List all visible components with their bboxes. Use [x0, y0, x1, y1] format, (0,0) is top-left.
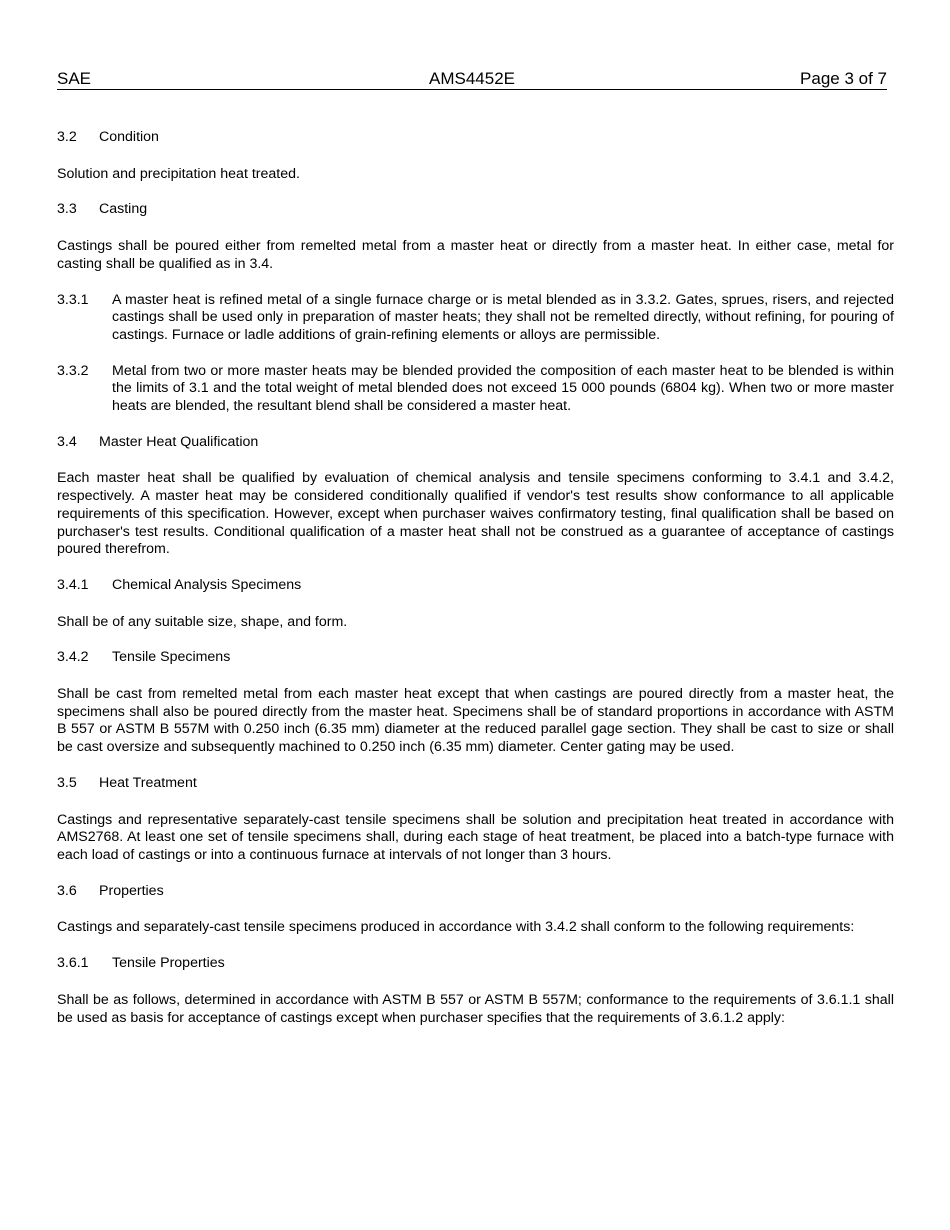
- section-number: 3.6.1: [57, 955, 89, 972]
- section-3-3-1: [57, 292, 894, 345]
- section-3-4-1-heading: [57, 577, 894, 595]
- section-3-6-heading: [57, 883, 894, 901]
- section-3-6-text: Castings and separately-cast tensile specimens produced in accordance with 3.4.2 shall conform to the following requirements:: [57, 919, 855, 936]
- section-3-4-2-text: Shall be cast from remelted metal from each master heat except that when castings are poured directly from a master heat, the specimens shall also be poured directly from the master heat. Specimens shall be of standard proportions in accordance with ASTM B 557 or ASTM B 557M with 0.250 inch (6.35 mm) diameter at the reduced parallel gage section. They shall be cast to size or shall be cast oversize and subsequently machined to 0.250 inch (6.35 mm) diameter. Center gating may be used.: [57, 686, 894, 756]
- section-number: 3.4: [57, 433, 77, 450]
- section-3-5-heading: [57, 775, 894, 793]
- section-number: 3.3.2: [57, 362, 89, 379]
- document-body: [57, 129, 894, 1045]
- section-title: Chemical Analysis Specimens: [112, 576, 302, 593]
- section-3-3-text: Castings shall be poured either from remelted metal from a master heat or directly from a master heat. In either case, metal for casting shall be qualified as in 3.4.: [57, 238, 894, 272]
- section-text: A master heat is refined metal of a single furnace charge or is metal blended as in 3.3.2. Gates, sprues, risers, and rejected castings shall be used only in preparation of master heats; they shall not be remelted directly, without refining, for pouring of castings. Furnace or ladle additions of grain-refining elements or alloys are permissible.: [112, 291, 894, 343]
- section-3-4-heading: [57, 434, 894, 452]
- section-3-6-1-text: Shall be as follows, determined in accordance with ASTM B 557 or ASTM B 557M; conformance to the requirements of 3.6.1.1 shall be used as basis for acceptance of castings except when purchaser specifies that the requirements of 3.6.1.2 apply:: [57, 991, 894, 1026]
- section-title: Tensile Specimens: [112, 649, 231, 666]
- section-title: Master Heat Qualification: [99, 433, 259, 450]
- section-number: 3.6: [57, 882, 77, 899]
- section-number: 3.3: [57, 201, 77, 218]
- section-title: Tensile Properties: [112, 955, 225, 972]
- section-title: Condition: [99, 129, 159, 145]
- section-number: 3.4.2: [57, 649, 89, 666]
- section-3-4-text: Each master heat shall be qualified by evaluation of chemical analysis and tensile specimens conforming to 3.4.1 and 3.4.2, respectively. A master heat may be considered conditionally qualified if vendor's test results show conformance to all applicable requirements of this specification. However, except when purchaser waives confirmatory testing, final qualification shall be based on purchaser's test results. Conditional qualification of a master heat shall not be construed as a guarantee of acceptance of castings poured therefrom.: [57, 470, 894, 558]
- header-page-number: Page 3 of 7: [800, 69, 887, 88]
- section-3-6-1-heading: [57, 955, 894, 973]
- section-number: 3.3.1: [57, 291, 89, 308]
- section-3-4-2-heading: [57, 649, 894, 667]
- section-3-4-1-text: Shall be of any suitable size, shape, and form.: [57, 613, 348, 630]
- section-number: 3.2: [57, 129, 77, 145]
- section-number: 3.5: [57, 774, 77, 791]
- section-3-2-heading: [57, 129, 894, 147]
- section-title: Heat Treatment: [99, 774, 197, 791]
- section-3-5-text: Castings and representative separately-cast tensile specimens shall be solution and precipitation heat treated in accordance with AMS2768. At least one set of tensile specimens shall, during each stage of heat treatment, be placed into a batch-type furnace with each load of castings or into a continuous furnace at intervals of not longer than 3 hours.: [57, 811, 894, 863]
- section-3-2-text: Solution and precipitation heat treated.: [57, 165, 300, 182]
- header-doc-number: AMS4452E: [429, 69, 515, 88]
- section-title: Casting: [99, 201, 148, 218]
- section-number: 3.4.1: [57, 576, 89, 593]
- header-org: SAE: [57, 69, 92, 88]
- section-3-3-heading: [57, 201, 894, 219]
- section-title: Properties: [99, 882, 164, 899]
- page-header: [57, 69, 887, 90]
- section-text: Metal from two or more master heats may be blended provided the composition of each master heat to be blended is within the limits of 3.1 and the total weight of metal blended does not exceed 15 000 pounds (6804 kg). When two or more master heats are blended, the resultant blend shall be considered a master heat.: [112, 362, 894, 415]
- section-3-3-2: [57, 363, 894, 416]
